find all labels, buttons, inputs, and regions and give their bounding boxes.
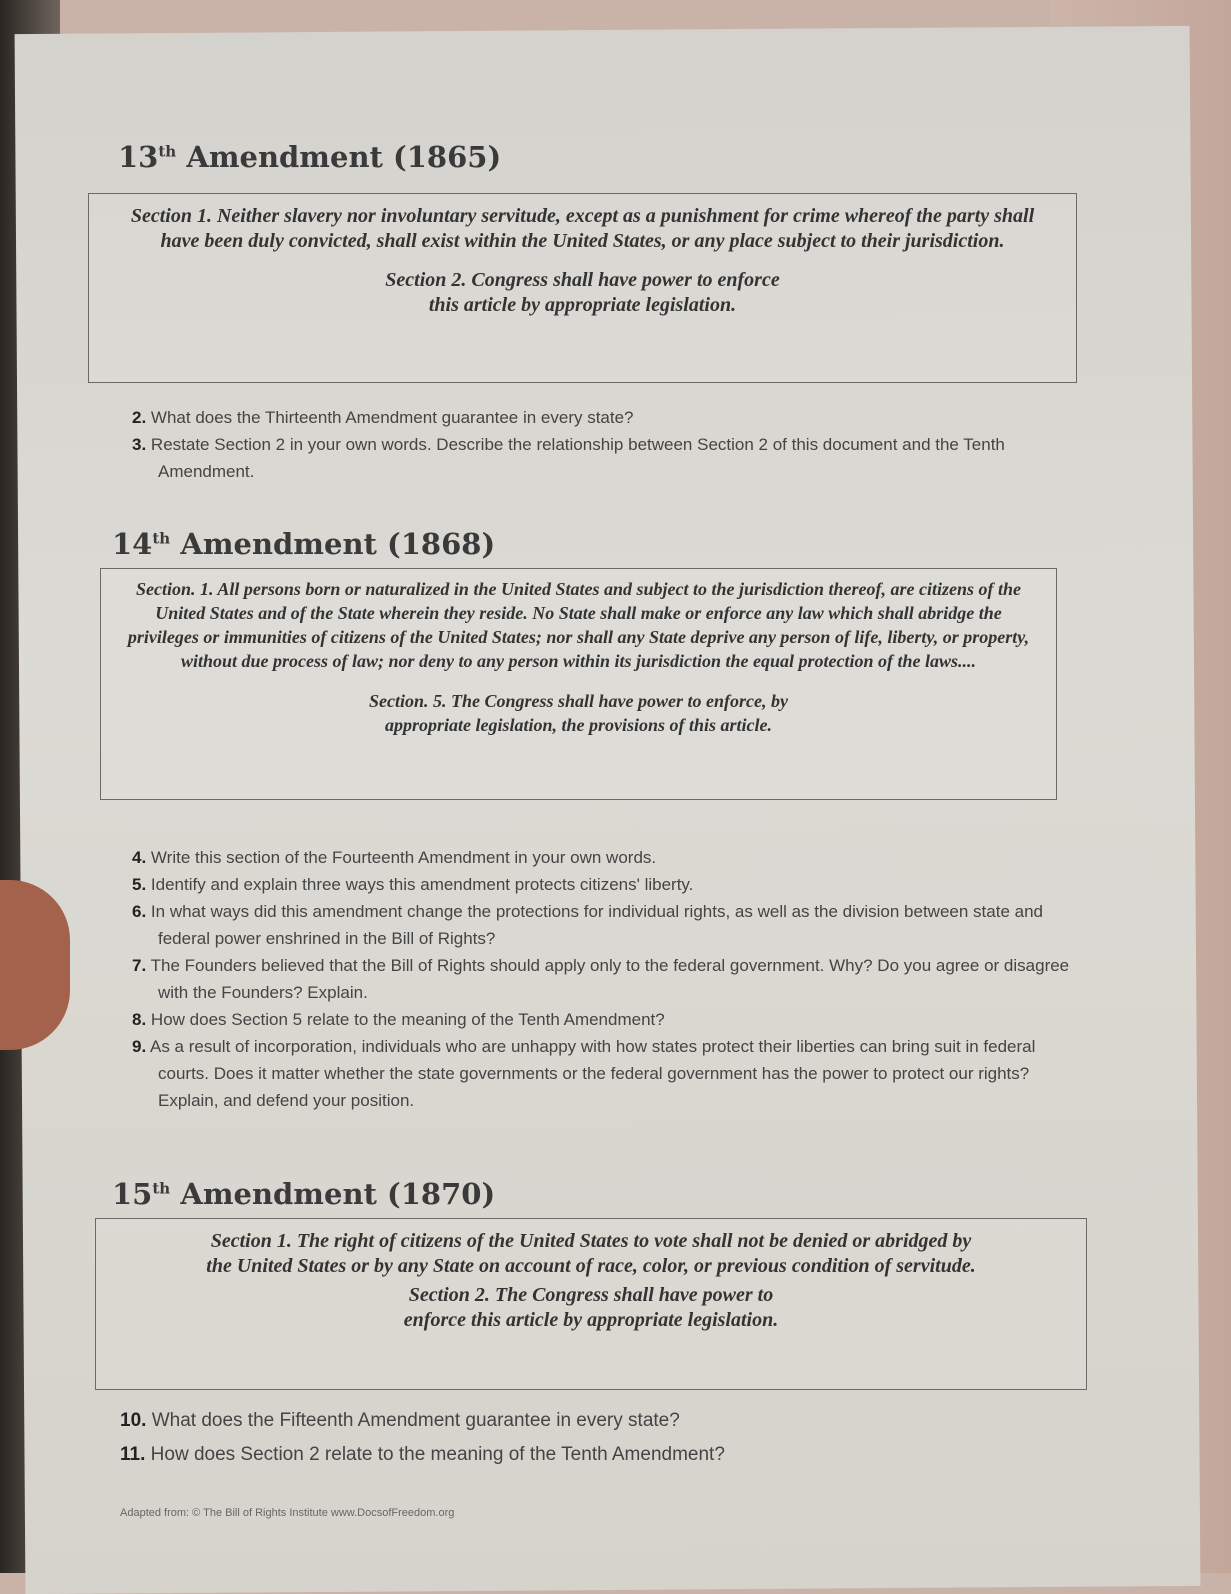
question: 10. What does the Fifteenth Amendment guarantee in every state?: [120, 1410, 680, 1431]
section-1-text: Section 1. The right of citizens of the United States to vote shall not be denied or abridged by the United States or by any State on account of race, color, or previous condition of servitude.: [206, 1230, 976, 1277]
section-2-text: Section 2. Congress shall have power to enforce this article by appropriate legislation.: [385, 269, 780, 316]
question: 11. How does Section 2 relate to the meaning of the Tenth Amendment?: [120, 1444, 725, 1465]
heading-13th: 13th Amendment (1865): [118, 140, 502, 174]
section-5-text: Section. 5. The Congress shall have power to enforce, by appropriate legislation, the provisions of this article.: [369, 691, 788, 735]
section-1-text: Section. 1. All persons born or naturalized in the United States and subject to the jurisdiction thereof, are citizens of the United States and of the State wherein they reside. No State shall make or enforce any law which shall abridge the privileges or immunities of citizens of the United States; nor shall any State deprive any person of life, liberty, or property, without due process of law; nor deny to any person within its jurisdiction the equal protection of the laws....: [127, 579, 1030, 671]
questions-13th: [132, 404, 1052, 485]
questions-15th: [120, 1404, 1070, 1472]
question: 4. Write this section of the Fourteenth Amendment in your own words.: [132, 848, 657, 867]
footer-attribution: Adapted from: © The Bill of Rights Institute www.DocsofFreedom.org: [120, 1507, 455, 1519]
text-box-15th: [95, 1218, 1087, 1390]
section-2-text: Section 2. The Congress shall have power to enforce this article by appropriate legislation.: [403, 1284, 779, 1331]
heading-15th: 15th Amendment (1870): [112, 1177, 496, 1211]
questions-14th: [132, 844, 1082, 1114]
question: 5. Identify and explain three ways this amendment protects citizens' liberty.: [132, 875, 694, 894]
question: 2. What does the Thirteenth Amendment guarantee in every state?: [132, 408, 634, 427]
question: 9. As a result of incorporation, individuals who are unhappy with how states protect their liberties can bring suit in federal courts. Does it matter whether the state governments or the federal government has the power to protect our rights? Explain, and defend your position.: [132, 1037, 1036, 1110]
heading-14th: 14th Amendment (1868): [112, 527, 496, 561]
question: 8. How does Section 5 relate to the meaning of the Tenth Amendment?: [132, 1010, 665, 1029]
text-box-14th: [100, 568, 1057, 800]
question: 7. The Founders believed that the Bill of Rights should apply only to the federal government. Why? Do you agree or disagree with the Founders? Explain.: [132, 956, 1070, 1002]
question: 6. In what ways did this amendment change the protections for individual rights, as well as the division between state and federal power enshrined in the Bill of Rights?: [132, 902, 1043, 948]
text-box-13th: [88, 193, 1077, 383]
question: 3. Restate Section 2 in your own words. Describe the relationship between Section 2 of this document and the Tenth Amendment.: [132, 435, 1005, 481]
section-1-text: Section 1. Neither slavery nor involuntary servitude, except as a punishment for crime whereof the party shall have been duly convicted, shall exist within the United States, or any place subject to their jurisdiction.: [130, 205, 1035, 252]
